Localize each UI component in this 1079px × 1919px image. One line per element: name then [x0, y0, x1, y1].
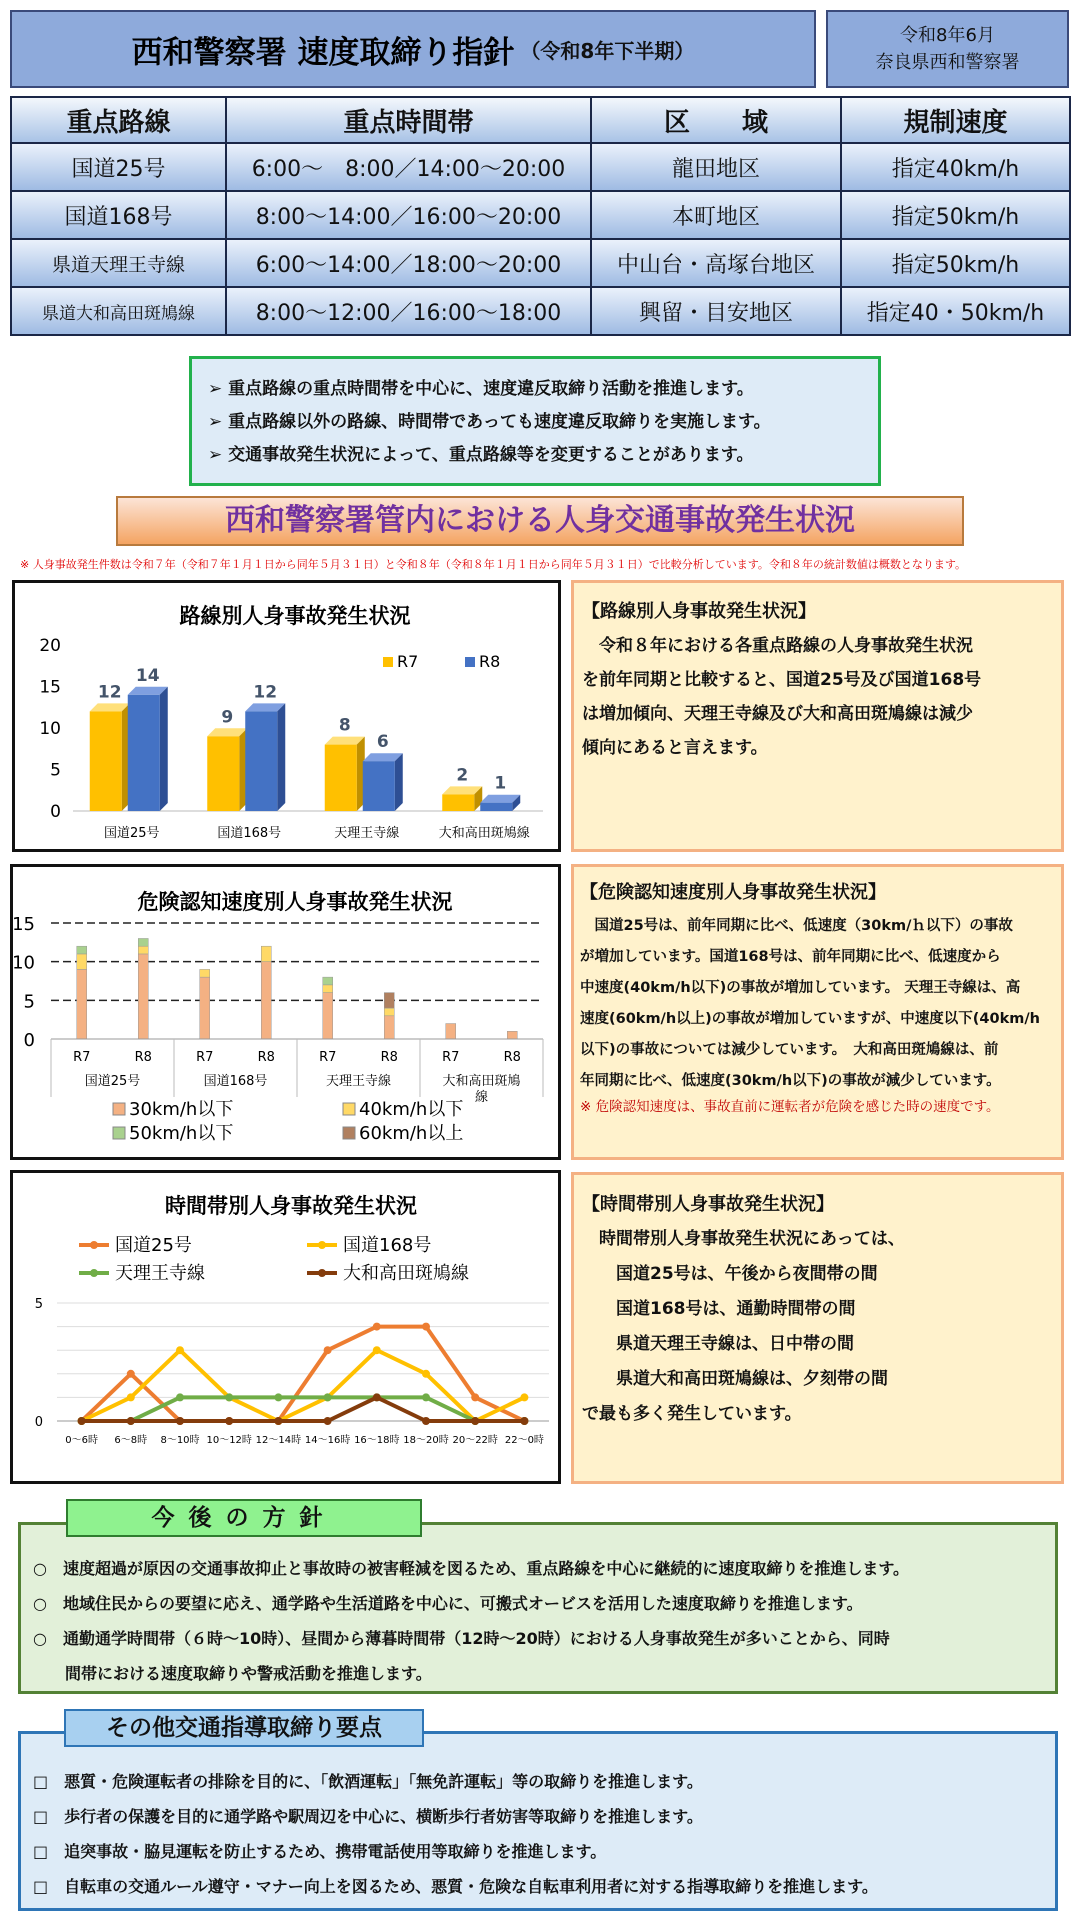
stacked-bar-segment — [77, 954, 87, 969]
table-cell: 指定50km/h — [841, 191, 1070, 239]
stacked-bar-segment — [77, 969, 87, 1039]
stacked-bar-segment — [323, 977, 333, 985]
table-cell: 指定40km/h — [841, 143, 1070, 191]
group-label: 国道25号 — [84, 1074, 141, 1089]
legend-label: 天理王寺線 — [115, 1263, 205, 1284]
speed-panel — [571, 864, 1064, 1160]
bar-label: R7 — [442, 1050, 460, 1065]
legend-swatch — [343, 1127, 355, 1139]
panel-line: 時間帯別人身事故発生状況にあっては、 — [582, 1229, 905, 1249]
note-item: ➢ 重点路線以外の路線、時間帯であっても速度違反取締りを実施します。 — [208, 412, 771, 432]
table-cell: 6:00～14:00／18:00～20:00 — [226, 239, 591, 287]
data-label: 12 — [97, 682, 122, 703]
legend-label: 大和高田斑鳩線 — [343, 1263, 469, 1284]
stacked-bar-segment — [200, 969, 210, 977]
panel-line: 以下)の事故については減少しています。 大和高田斑鳩線は、前 — [580, 1042, 999, 1058]
legend-marker — [90, 1269, 98, 1277]
y-tick-label: 10 — [39, 719, 61, 739]
x-tick-label: 0～6時 — [65, 1435, 98, 1446]
bar-label: R8 — [503, 1050, 521, 1065]
bar — [128, 695, 160, 811]
stacked-bar-segment — [138, 954, 148, 1039]
other-enforcement-box — [18, 1731, 1058, 1911]
other-title: その他交通指導取締り要点 — [64, 1709, 424, 1747]
stacked-bar-segment — [384, 993, 394, 1008]
legend-marker — [318, 1269, 326, 1277]
table-cell: 8:00～14:00／16:00～20:00 — [226, 191, 591, 239]
stacked-bar-segment — [507, 1031, 517, 1039]
legend-label: 30km/h以下 — [129, 1099, 234, 1120]
panel-line: で最も多く発生しています。 — [582, 1404, 802, 1424]
y-tick-label: 0 — [50, 802, 61, 822]
bar-side — [160, 687, 168, 811]
stacked-bar-segment — [446, 1024, 456, 1039]
page-title: 西和警察署 速度取締り指針 — [131, 34, 515, 71]
x-tick-label: 国道25号 — [103, 826, 160, 841]
page-title-box — [10, 10, 816, 88]
stacked-bar-segment — [200, 977, 210, 1039]
bar — [207, 736, 239, 811]
panel-line: 傾向にあると言えます。 — [582, 738, 768, 758]
route-panel — [571, 580, 1064, 852]
data-point — [78, 1417, 86, 1425]
data-point — [176, 1393, 184, 1401]
table-cell: 中山台・高塚台地区 — [591, 239, 841, 287]
data-point — [422, 1393, 430, 1401]
table-cell: 県道天理王寺線 — [11, 239, 226, 287]
data-point — [274, 1393, 282, 1401]
data-point — [176, 1417, 184, 1425]
legend-label: 国道25号 — [115, 1235, 192, 1256]
data-point — [471, 1393, 479, 1401]
stacked-bar-segment — [138, 946, 148, 954]
legend-marker — [90, 1241, 98, 1249]
stacked-bar-segment — [323, 993, 333, 1039]
other-item: □ 自転車の交通ルール遵守・マナー向上を図るため、悪質・危険な自転車利用者に対する指導取締りを推進します。 — [33, 1877, 878, 1896]
legend-swatch — [465, 657, 475, 667]
group-label: 大和高田斑鳩 — [442, 1074, 521, 1089]
data-point — [373, 1346, 381, 1354]
policy-item: ○ 通勤通学時間帯（６時～10時）、昼間から薄暮時間帯（12時～20時）における人身事故発生が多いことから、同時 — [33, 1629, 890, 1648]
data-point — [324, 1393, 332, 1401]
note-item: ➢ 重点路線の重点時間帯を中心に、速度違反取締り活動を推進します。 — [208, 379, 754, 399]
date-box — [826, 10, 1069, 88]
table-header-row — [11, 97, 1070, 143]
y-tick-label: 0 — [34, 1415, 43, 1430]
data-point — [324, 1346, 332, 1354]
data-point — [520, 1393, 528, 1401]
arrow-bullet-icon: ➢ — [208, 412, 229, 432]
legend-label: R8 — [479, 652, 501, 671]
y-tick-label: 15 — [39, 677, 61, 698]
panel-line: 国道25号は、前年同期に比べ、低速度（30km/ｈ以下）の事故 — [580, 918, 1013, 934]
legend-swatch — [113, 1127, 125, 1139]
table-cell: 8:00～12:00／16:00～18:00 — [226, 287, 591, 335]
data-label: 8 — [338, 715, 351, 736]
panel-note: ※ 危険認知速度は、事故直前に運転者が危険を感じた時の速度です。 — [580, 1099, 1000, 1115]
stacked-bar-segment — [323, 985, 333, 993]
bar-label: R7 — [319, 1050, 337, 1065]
bar-label: R7 — [196, 1050, 214, 1065]
y-tick-label: 5 — [34, 1297, 43, 1312]
bar-label: R7 — [73, 1050, 91, 1065]
legend-label: 40km/h以下 — [359, 1099, 464, 1120]
panel-line: 年同期に比べ、低速度(30km/h以下)の事故が減少しています。 — [580, 1073, 1001, 1089]
panel-line: 令和８年における各重点路線の人身事故発生状況 — [582, 636, 973, 656]
data-point — [520, 1417, 528, 1425]
data-point — [422, 1370, 430, 1378]
bar — [90, 711, 122, 811]
x-tick-label: 8～10時 — [160, 1435, 200, 1446]
bar-label: R8 — [380, 1050, 398, 1065]
bar — [363, 761, 395, 811]
issue-date: 令和8年6月 — [900, 25, 995, 46]
statistics-footnote: ※ 人身事故発生件数は令和７年（令和７年１月１日から同年５月３１日）と令和８年（令和８年１月１日から同年５月３１日）で比較分析しています。令和８年の統計数値は概数となります。 — [20, 558, 966, 571]
bar — [480, 803, 512, 811]
bar-side — [277, 703, 285, 811]
x-tick-label: 22～0時 — [504, 1435, 544, 1446]
bar — [325, 745, 357, 811]
data-point — [225, 1417, 233, 1425]
stacked-bar-segment — [261, 962, 271, 1039]
x-tick-label: 6～8時 — [114, 1435, 148, 1446]
bar — [245, 711, 277, 811]
bar-label: R8 — [134, 1050, 152, 1065]
stacked-bar-segment — [261, 946, 271, 961]
table-cell: 国道168号 — [11, 191, 226, 239]
other-item: □ 歩行者の保護を目的に通学路や駅周辺を中心に、横断歩行者妨害等取締りを推進します。 — [33, 1807, 703, 1826]
y-tick-label: 10 — [13, 952, 35, 974]
legend-label: 50km/h以下 — [129, 1123, 234, 1144]
data-point — [422, 1417, 430, 1425]
x-tick-label: 大和高田斑鳩線 — [438, 826, 530, 841]
page-subtitle: （令和8年下半期） — [520, 38, 695, 63]
policy-item: ○ 地域住民からの要望に応え、通学路や生活道路を中心に、可搬式オービスを活用した速度取締りを推進します。 — [33, 1594, 863, 1613]
panel-line: 中速度(40km/h以下)の事故が増加しています。 天理王寺線は、高 — [580, 980, 1021, 996]
data-label: 12 — [253, 682, 278, 703]
legend-label: 国道168号 — [343, 1235, 432, 1256]
route-accident-chart — [15, 583, 558, 849]
other-item: □ 悪質・危険運転者の排除を目的に、「飲酒運転」「無免許運転」等の取締りを推進します。 — [33, 1772, 703, 1791]
speed-chart-box — [10, 864, 561, 1160]
speed-accident-chart — [13, 867, 558, 1157]
time-chart-box — [10, 1170, 561, 1484]
panel-line: を前年同期と比較すると、国道25号及び国道168号 — [582, 670, 982, 690]
section-banner: 西和警察署管内における人身交通事故発生状況 — [116, 496, 964, 546]
data-point — [274, 1417, 282, 1425]
data-point — [127, 1417, 135, 1425]
legend-swatch — [113, 1103, 125, 1115]
bar-label: R8 — [257, 1050, 275, 1065]
legend-swatch — [343, 1103, 355, 1115]
data-point — [127, 1393, 135, 1401]
legend-marker — [318, 1241, 326, 1249]
table-header: 区 域 — [591, 97, 841, 143]
legend-label: R7 — [397, 652, 419, 671]
panel-heading: 【危険認知速度別人身事故発生状況】 — [580, 882, 886, 903]
arrow-bullet-icon: ➢ — [208, 379, 229, 399]
legend-swatch — [383, 657, 393, 667]
data-label: 1 — [494, 773, 507, 794]
panel-heading: 【路線別人身事故発生状況】 — [582, 601, 816, 622]
data-label: 9 — [221, 707, 234, 728]
data-label: 14 — [135, 665, 160, 686]
panel-line: は増加傾向、天理王寺線及び大和高田斑鳩線は減少 — [582, 704, 973, 724]
x-tick-label: 20～22時 — [452, 1435, 498, 1446]
panel-heading: 【時間帯別人身事故発生状況】 — [582, 1194, 834, 1215]
data-label: 6 — [376, 732, 389, 753]
bar-side — [395, 753, 403, 811]
policy-item: 間帯における速度取締りや警戒活動を推進します。 — [33, 1664, 432, 1683]
data-label: 2 — [456, 765, 469, 786]
x-tick-label: 16～18時 — [354, 1435, 400, 1446]
table-cell: 指定40・50km/h — [841, 287, 1070, 335]
panel-line: 速度(60km/h以上)の事故が増加していますが、中速度以下(40km/h — [580, 1011, 1040, 1027]
group-label: 国道168号 — [203, 1074, 268, 1089]
route-table — [10, 96, 1071, 336]
panel-line: 県道天理王寺線は、日中帯の間 — [582, 1334, 854, 1354]
time-panel — [571, 1172, 1064, 1484]
data-point — [176, 1346, 184, 1354]
x-tick-label: 国道168号 — [217, 826, 282, 841]
chart-title: 危険認知速度別人身事故発生状況 — [137, 890, 453, 914]
x-tick-label: 18～20時 — [403, 1435, 449, 1446]
bar — [442, 794, 474, 811]
table-cell: 指定50km/h — [841, 239, 1070, 287]
y-tick-label: 0 — [23, 1030, 35, 1051]
table-cell: 県道大和高田斑鳩線 — [11, 287, 226, 335]
other-item: □ 追突事故・脇見運転を防止するため、携帯電話使用等取締りを推進します。 — [33, 1842, 607, 1861]
table-row — [11, 143, 1070, 191]
y-tick-label: 5 — [23, 991, 35, 1013]
panel-line: 国道168号は、通勤時間帯の間 — [582, 1299, 856, 1319]
panel-line: 県道大和高田斑鳩線は、夕刻帯の間 — [582, 1369, 888, 1389]
data-point — [373, 1393, 381, 1401]
table-row — [11, 191, 1070, 239]
table-cell: 6:00～ 8:00／14:00～20:00 — [226, 143, 591, 191]
y-tick-label: 5 — [50, 760, 61, 781]
data-point — [324, 1417, 332, 1425]
group-label: 線 — [474, 1090, 489, 1105]
data-point — [373, 1323, 381, 1331]
policy-title: 今後の方針 — [66, 1499, 422, 1537]
arrow-bullet-icon: ➢ — [208, 445, 229, 465]
policy-box — [18, 1522, 1058, 1694]
table-row — [11, 239, 1070, 287]
route-chart-box — [12, 580, 561, 852]
stacked-bar-segment — [138, 938, 148, 946]
y-tick-label: 20 — [39, 636, 61, 656]
data-point — [422, 1323, 430, 1331]
panel-line: 国道25号は、午後から夜間帯の間 — [582, 1264, 878, 1284]
x-tick-label: 天理王寺線 — [334, 826, 400, 841]
policy-item: ○ 速度超過が原因の交通事故抑止と事故時の被害軽減を図るため、重点路線を中心に継続的に速度取締りを推進します。 — [33, 1559, 910, 1578]
x-tick-label: 10～12時 — [206, 1435, 252, 1446]
chart-title: 時間帯別人身事故発生状況 — [165, 1194, 417, 1218]
table-header: 重点時間帯 — [226, 97, 591, 143]
legend-label: 60km/h以上 — [359, 1123, 464, 1144]
data-point — [225, 1393, 233, 1401]
stacked-bar-segment — [77, 946, 87, 954]
table-cell: 本町地区 — [591, 191, 841, 239]
stacked-bar-segment — [384, 1008, 394, 1016]
data-point — [471, 1417, 479, 1425]
issuing-office: 奈良県西和警察署 — [875, 52, 1020, 73]
table-header: 重点路線 — [11, 97, 226, 143]
y-tick-label: 15 — [13, 914, 35, 935]
chart-title: 路線別人身事故発生状況 — [179, 604, 411, 628]
data-point — [127, 1370, 135, 1378]
x-tick-label: 14～16時 — [304, 1435, 351, 1446]
note-item: ➢ 交通事故発生状況によって、重点路線等を変更することがあります。 — [208, 445, 754, 465]
table-cell: 興留・目安地区 — [591, 287, 841, 335]
x-tick-label: 12～14時 — [255, 1435, 302, 1446]
panel-line: が増加しています。国道168号は、前年同期に比べ、低速度から — [580, 949, 1001, 965]
table-header: 規制速度 — [841, 97, 1070, 143]
time-accident-chart — [13, 1173, 558, 1481]
table-cell: 龍田地区 — [591, 143, 841, 191]
group-label: 天理王寺線 — [325, 1074, 392, 1089]
enforcement-notes — [189, 356, 881, 486]
table-row — [11, 287, 1070, 335]
stacked-bar-segment — [384, 1016, 394, 1039]
table-cell: 国道25号 — [11, 143, 226, 191]
